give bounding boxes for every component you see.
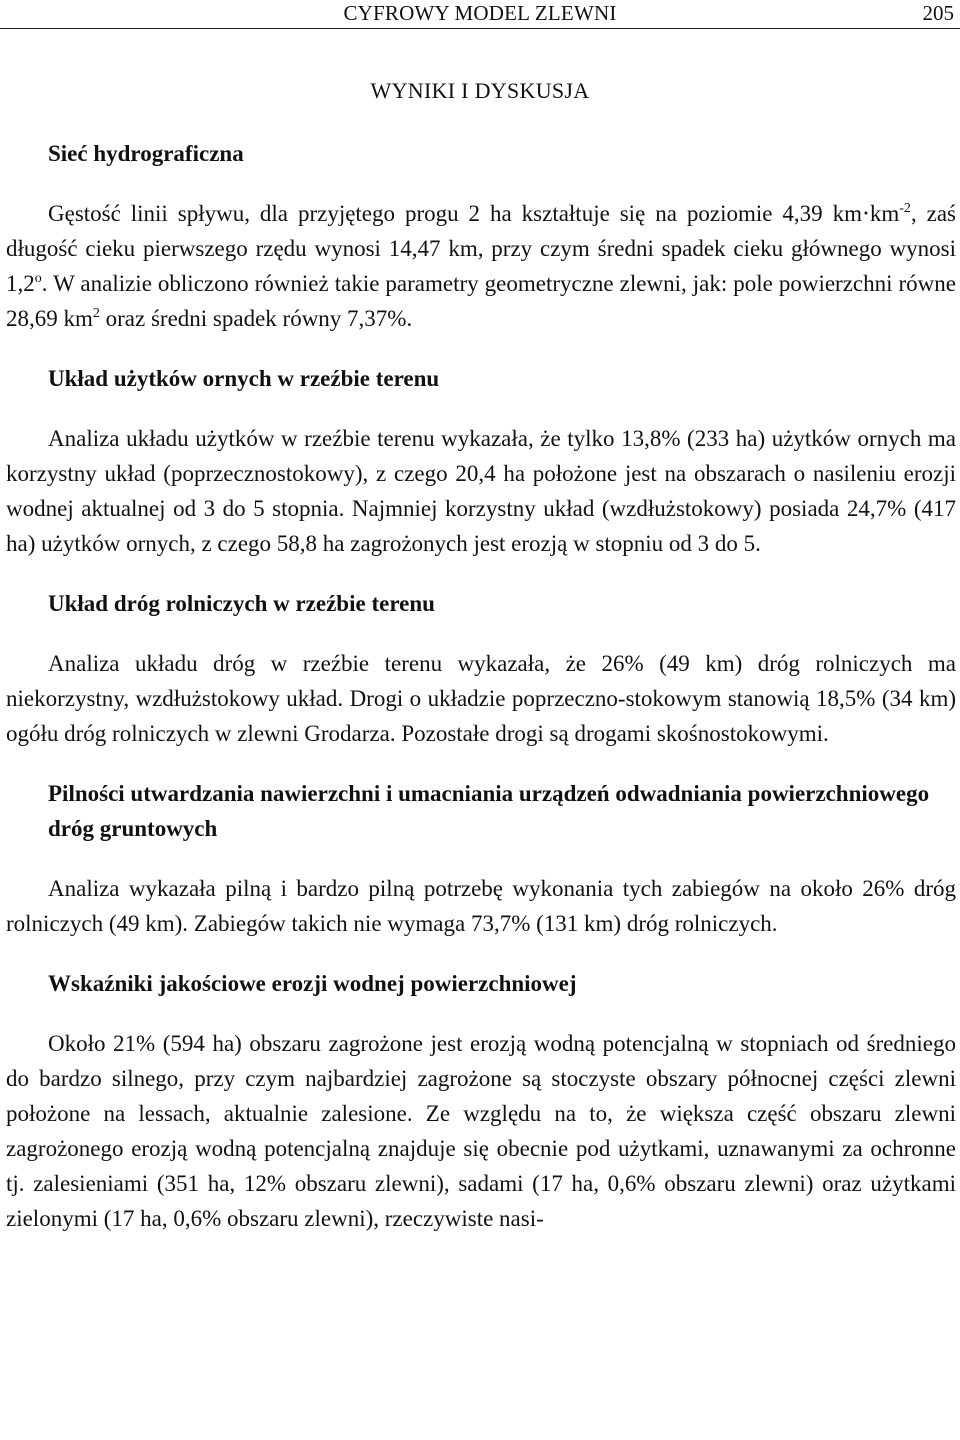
article-body: [6, 136, 956, 1236]
paragraph-erosion-indicators: Około 21% (594 ha) obszaru zagrożone jest erozją wodną potencjalną w stopniach od średniego do bardzo silnego, przy czym najbardziej zagrożone są stoczyste obszary północnej części zlewni położone na lessach, aktualnie zalesione. Ze względu na to, że większa część obszaru zlewni zagrożonego erozją wodną potencjalną znajduje się obecnie pod użytkami, uznawanymi za ochronne tj. zalesieniami (351 ha, 12% obszaru zlewni), sadami (17 ha, 0,6% obszaru zlewni) oraz użytkami zielonymi (17 ha, 0,6% obszaru zlewni), rzeczywiste nasi-: [6, 1031, 956, 1231]
section-heading-erosion-indicators: Wskaźniki jakościowe erozji wodnej powierzchniowej: [48, 971, 577, 996]
paragraph-text: . W analizie obliczono również takie parametry geometryczne zlewni, jak: pole powierzchni równe 28,69 km: [6, 271, 956, 331]
superscript: -2: [899, 201, 911, 216]
paragraph-text: Gęstość linii spływu, dla przyjętego progu 2 ha kształtuje się na poziomie 4,39 km⋅km: [48, 201, 900, 226]
section-title: WYNIKI I DYSKUSJA: [370, 78, 590, 103]
paragraph-arable-land: Analiza układu użytków w rzeźbie terenu wykazała, że tylko 13,8% (233 ha) użytków ornych ma korzystny układ (poprzecznostokowy), z czego 20,4 ha położone jest na obszarach o nasileniu erozji wodnej aktualnej od 3 do 5 stopnia. Najmniej korzystny układ (wzdłużstokowy) posiada 24,7% (417 ha) użytków ornych, z czego 58,8 ha zagrożonych jest erozją w stopniu od 3 do 5.: [6, 426, 956, 556]
paragraph-road-urgency: Analiza wykazała pilną i bardzo pilną potrzebę wykonania tych zabiegów na około 26% dróg rolniczych (49 km). Zabiegów takich nie wymaga 73,7% (131 km) dróg rolniczych.: [6, 876, 956, 936]
paragraph-text: , zaś długość cieku pierwszego rzędu wynosi 14,47 km, przy czym średni spadek cieku głównego wynosi 1,2: [6, 201, 956, 296]
section-heading-hydrographic-network: Sieć hydrograficzna: [48, 141, 244, 166]
superscript: o: [34, 271, 42, 286]
section-heading-farm-roads: Układ dróg rolniczych w rzeźbie terenu: [48, 591, 435, 616]
paragraph-farm-roads: Analiza układu dróg w rzeźbie terenu wykazała, że 26% (49 km) dróg rolniczych ma niekorzystny, wzdłużstokowy układ. Drogi o układzie poprzeczno-stokowym stanowią 18,5% (34 km) ogółu dróg rolniczych w zlewni Grodarza. Pozostałe drogi są drogami skośnostokowymi.: [6, 651, 956, 746]
section-heading-road-urgency: Pilności utwardzania nawierzchni i umacniania urządzeń odwadniania powierzchniowego dróg gruntowych: [48, 781, 930, 841]
running-head-title: CYFROWY MODEL ZLEWNI: [343, 1, 617, 25]
running-head: [0, 0, 960, 29]
paragraph-hydrographic-network: [6, 196, 956, 336]
section-heading-arable-land: Układ użytków ornych w rzeźbie terenu: [48, 366, 440, 391]
page-number: 205: [922, 1, 954, 25]
superscript: 2: [92, 306, 100, 321]
paragraph-text: oraz średni spadek równy 7,37%.: [99, 306, 413, 331]
